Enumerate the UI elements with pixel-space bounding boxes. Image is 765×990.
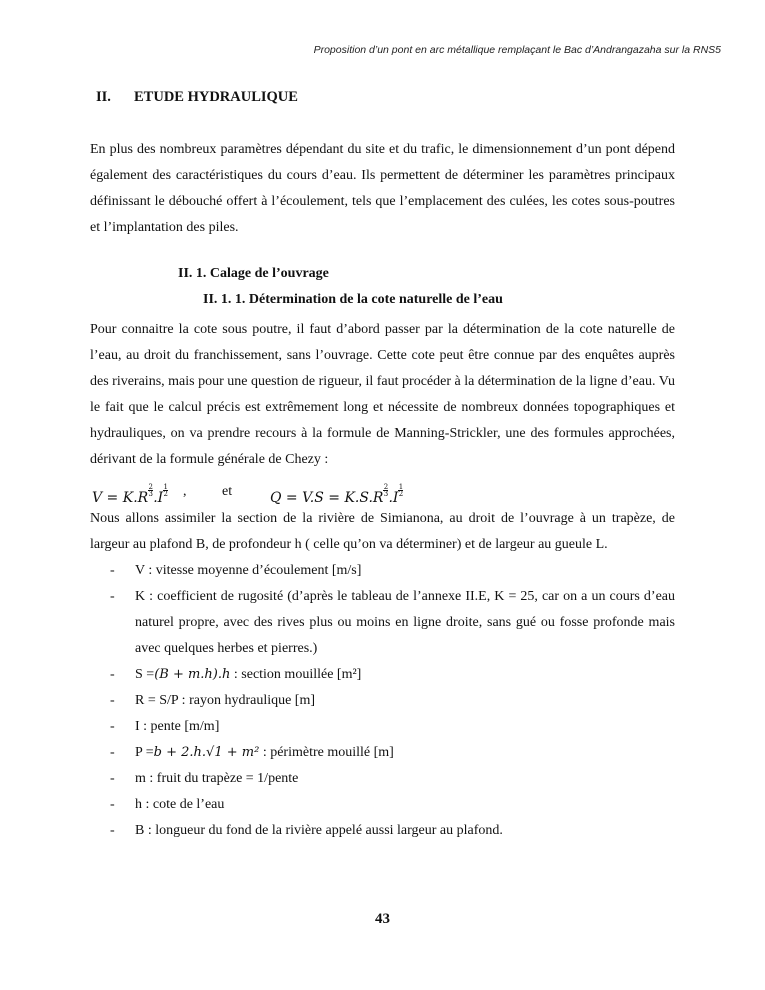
list-item: - K : coefficient de rugosité (d’après le tableau de l’annexe II.E, K = 25, car on a un cours d’eau naturel propre, avec des rives plus ou moins en ligne droite, sans gué ou fosse profonde mais avec quelques herbes et pierres.) [110,589,675,656]
list-item: - V : vitesse moyenne d’écoulement [m/s] [110,563,362,578]
subsubsection-heading: II. 1. 1. Détermination de la cote naturelle de l’eau [203,292,503,307]
list-item: - B : longueur du fond de la rivière appelé aussi largeur au plafond. [110,823,503,838]
formula-separator: , [183,484,187,499]
list-item: - P =b + 2.h.√1 + m² : périmètre mouillé [m] [110,745,394,760]
formula-conjunction: et [222,484,233,499]
body-paragraph: Pour connaitre la cote sous poutre, il faut d’abord passer par la détermination de la cote naturelle de l’eau, au droit du franchissement, sans l’ouvrage. Cette cote peut être connue par des enquêtes auprès des riverains, mais pour une question de rigueur, il faut procéder à la détermination de la ligne d’eau. Vu le fait que le calcul précis est extrêmement long et nécessite de nombreux données topographiques et hydrauliques, on va prendre recours à la formule de Manning-Strickler, une des formules approchées, dérivant de la formule générale de Chezy : [90,322,675,467]
discharge-formula: Q = V.S = K.S.R $\frac{2}{3}$ .I $\frac{1}{2}$ [270,483,404,506]
section-number: II. [96,89,111,105]
definitions-list [110,558,675,844]
section-heading [96,89,298,106]
subsection-heading: II. 1. Calage de l’ouvrage [178,266,329,281]
intro-paragraph: En plus des nombreux paramètres dépendant du site et du trafic, le dimensionnement d’un pont dépend également des caractéristiques du cours d’eau. Ils permettent de déterminer les paramètres principaux définissant le débouché offert à l’écoulement, tels que l’emplacement des culées, les cotes sous-poutres et l’implantation des piles. [90,142,675,235]
velocity-formula: V = K.R $\frac{2}{3}$ .I $\frac{1}{2}$ [92,483,168,506]
list-item: - h : cote de l’eau [110,797,225,812]
section-title: ETUDE HYDRAULIQUE [134,89,298,105]
assimilation-paragraph: Nous allons assimiler la section de la rivière de Simianona, au droit de l’ouvrage à un trapèze, de largeur au plafond B, de profondeur h ( celle qu’on va déterminer) et de largeur au gueule L. [90,511,675,552]
page-number: 43 [375,911,390,927]
list-item: - m : fruit du trapèze = 1/pente [110,771,299,786]
list-item: - I : pente [m/m] [110,719,220,734]
list-item: - S =(B + m.h).h : section mouillée [m²] [110,667,362,682]
list-item: - R = S/P : rayon hydraulique [m] [110,693,316,708]
manning-strickler-formula [90,480,675,504]
running-header: Proposition d’un pont en arc métallique remplaçant le Bac d’Andrangazaha sur la RNS5 [313,44,721,56]
